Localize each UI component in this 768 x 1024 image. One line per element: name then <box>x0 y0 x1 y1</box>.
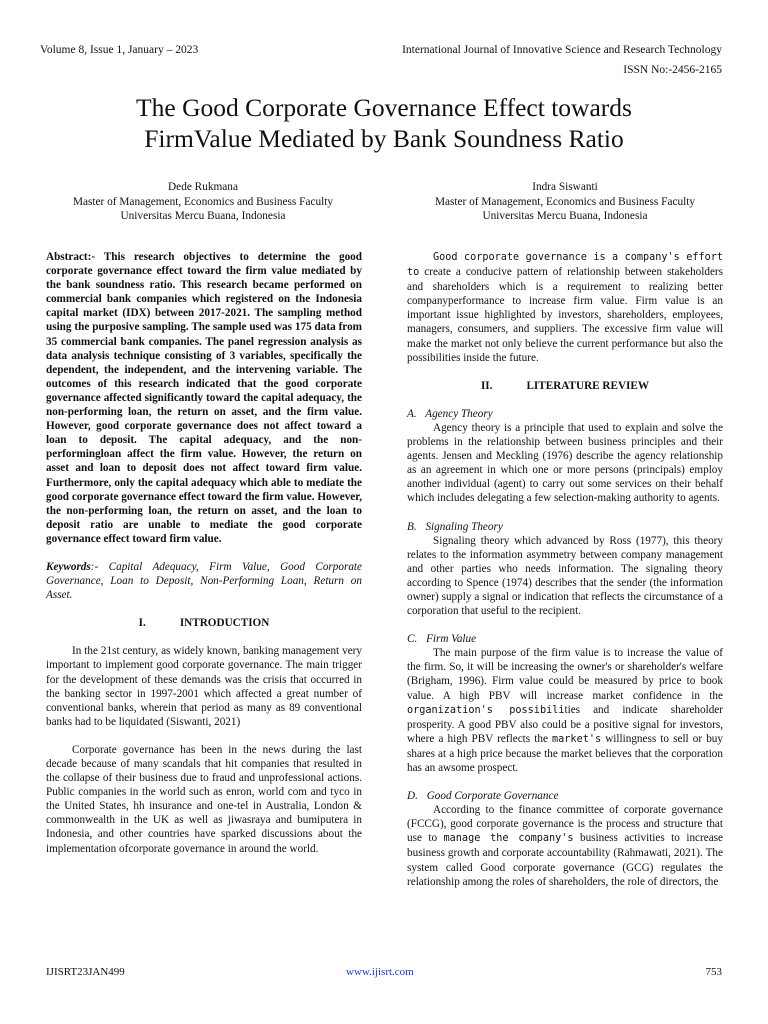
subsection-number: A. <box>407 407 417 420</box>
gcg-text <box>407 803 723 889</box>
subsection-number: B. <box>407 520 417 533</box>
intro-paragraph-3 <box>407 250 723 365</box>
section-title: LITERATURE REVIEW <box>526 379 650 392</box>
author-univ: Universitas Mercu Buana, Indonesia <box>120 210 286 222</box>
author-dept: Master of Management, Economics and Business Faculty <box>72 195 334 208</box>
section-number: II. <box>480 379 493 392</box>
mono-text: manage the company's <box>443 833 574 845</box>
author-univ: Universitas Mercu Buana, Indonesia <box>482 210 648 222</box>
keywords-label: Keywords <box>46 560 91 573</box>
agency-theory-text: Agency theory is a principle that used to explain and solve the problems in the relationship between business principles and their agents. Jensen and Meckling (1976) describe the agency relationship as an agreement in which one or more persons (principals) employ another individual (agent) to carry out some services on their behalf which includes delegating a few selection-making authority to agents. <box>407 421 723 505</box>
footer-website-link[interactable]: www.ijisrt.com <box>346 966 414 978</box>
intro-paragraph-2: Corporate governance has been in the news during the last decade because of many scandals that hit companies that resulted in the collapse of their business due to fraud and unprofessional actions. Public companies in the world such as enron, world com and tyco in the United States, hh insurance and one-tel in Australia, London & commonwealth in the UK as well as jiwasraya and bumiputera in Indonesia, and other countries have sparked discussions about the implementation ofcorporate governance in around the world. <box>46 743 362 855</box>
mono-text: organization's possibili <box>407 704 565 716</box>
keywords <box>46 560 362 602</box>
issn: ISSN No:-2456-2165 <box>623 64 722 76</box>
author-block-1 <box>40 180 366 224</box>
paragraph-text: ties and indicate shareholder prosperity. A good PBV also could be a positive signal for investors, where a high PBV reflects the <box>407 703 723 745</box>
paper-title <box>40 92 728 154</box>
abstract-text: This research objectives to determine the good corporate governance effect toward the firm value mediated by the bank soundness ratio. This research became performed on commercial bank companies which registered on the Indonesia capital market (IDX) between 2017-2021. The sampling method using the purposive sampling. The sample used was 175 data from 35 commercial bank companies. The panel regression analysis as data analysis technique consisting of 3 variables, specifically the dependent, the independent, and the intervening variable. The outcomes of this research indicated that the good corporate governance affected significantly toward the capital adequacy, the non-performing loan, the return on asset, and the firm value. However, good corporate governance does not affect toward a loan to deposit. The capital adequacy, and the non-performingloan affect the firm value. However, the return on asset and loan to deposit does not affect toward firm value. Furthermore, only the capital adequacy which able to mediate the good corporate governance effect toward the firm value. However, the non-performing loan, the return on asset, and the loan to deposit ratio are unable to mediate the good corporate governance effect toward firm value. <box>46 251 362 545</box>
title-line-1: The Good Corporate Governance Effect towards <box>136 93 632 122</box>
subsection-number: D. <box>407 790 418 803</box>
abstract-label: Abstract:- <box>46 251 96 263</box>
volume-info: Volume 8, Issue 1, January – 2023 <box>40 44 199 56</box>
section-number: I. <box>138 617 146 630</box>
subsection-d-heading <box>407 789 723 803</box>
section-literature-heading <box>407 379 723 393</box>
author-name: Dede Rukmana <box>168 181 238 193</box>
subsection-number: C. <box>407 633 418 646</box>
subsection-title: Firm Value <box>426 633 477 646</box>
subsection-c-heading <box>407 632 723 646</box>
footer-id: IJISRT23JAN499 <box>46 966 125 978</box>
paragraph-text: business activities to increase business growth and corporate accountability (Rahmawati, 2021). The system called Good corporate governance (GCG) regulates the relationship among the roles of shareholders, the role of directors, the <box>407 832 723 888</box>
abstract <box>46 250 362 546</box>
section-introduction-heading <box>46 616 362 630</box>
title-line-2: FirmValue Mediated by Bank Soundness Ratio <box>144 124 624 153</box>
mono-text: Good corporate governance is a company's effort to <box>407 252 723 279</box>
signaling-theory-text: Signaling theory which advanced by Ross (1977), this theory relates to the information asymmetry between company management and other parties who needs information. The signaling theory according to Spence (1974) describes that the sender (the information owner) supply a signal or indication that reflects the circumstance of a corporation that useful to the recipient. <box>407 534 723 618</box>
page-number: 753 <box>705 966 722 978</box>
mono-text: market's <box>552 733 602 745</box>
paragraph-text: willingness to sell or buy shares at a high price because the market believes that the corporation has an awsome prospect. <box>407 732 723 774</box>
firm-value-text <box>407 646 723 775</box>
subsection-b-heading <box>407 520 723 534</box>
journal-name: International Journal of Innovative Science and Research Technology <box>402 44 722 56</box>
section-title: INTRODUCTION <box>179 617 270 630</box>
paragraph-text: According to the finance committee of corporate governance (FCCG), good corporate governance is the process and structure that use to <box>407 804 723 845</box>
paragraph-text: create a conducive pattern of relationship between stakeholders and shareholders which is a requirement to realizing better companyperformance to increase firm value. Firm value is an important issue highlighted by investors, shareholders, employees, managers, consumers, and suppliers. The excessive firm value will make the market not only believe the current performance but also the possibilities inside the future. <box>407 266 724 364</box>
keywords-text: :- Capital Adequacy, Firm Value, Good Corporate Governance, Loan to Deposit, Non-Performing Loan, Return on Asset. <box>46 560 362 602</box>
author-name: Indra Siswanti <box>532 181 598 193</box>
paragraph-text: The main purpose of the firm value is to increase the value of the firm. So, it will be increasing the owner's or shareholder's welfare (Brigham, 1996). Firm value could be measured by price to book value. A high PBV will increase market confidence in the <box>407 647 723 702</box>
subsection-title: Agency Theory <box>425 407 493 420</box>
right-column <box>407 250 723 889</box>
author-block-2 <box>402 180 728 224</box>
author-dept: Master of Management, Economics and Business Faculty <box>434 195 696 208</box>
subsection-title: Good Corporate Governance <box>426 790 559 803</box>
subsection-title: Signaling Theory <box>425 520 503 533</box>
left-column <box>46 250 362 856</box>
intro-paragraph-1: In the 21st century, as widely known, banking management very important to implement good corporate governance. The main trigger for the development of these demands was the crisis that occurred in the banking sector in 1997-2001 which affected a great number of conventional banks, wherein that period as many as 89 conventional banks had to be liquidated (Siswanti, 2021) <box>46 645 362 728</box>
subsection-a-heading <box>407 407 723 421</box>
